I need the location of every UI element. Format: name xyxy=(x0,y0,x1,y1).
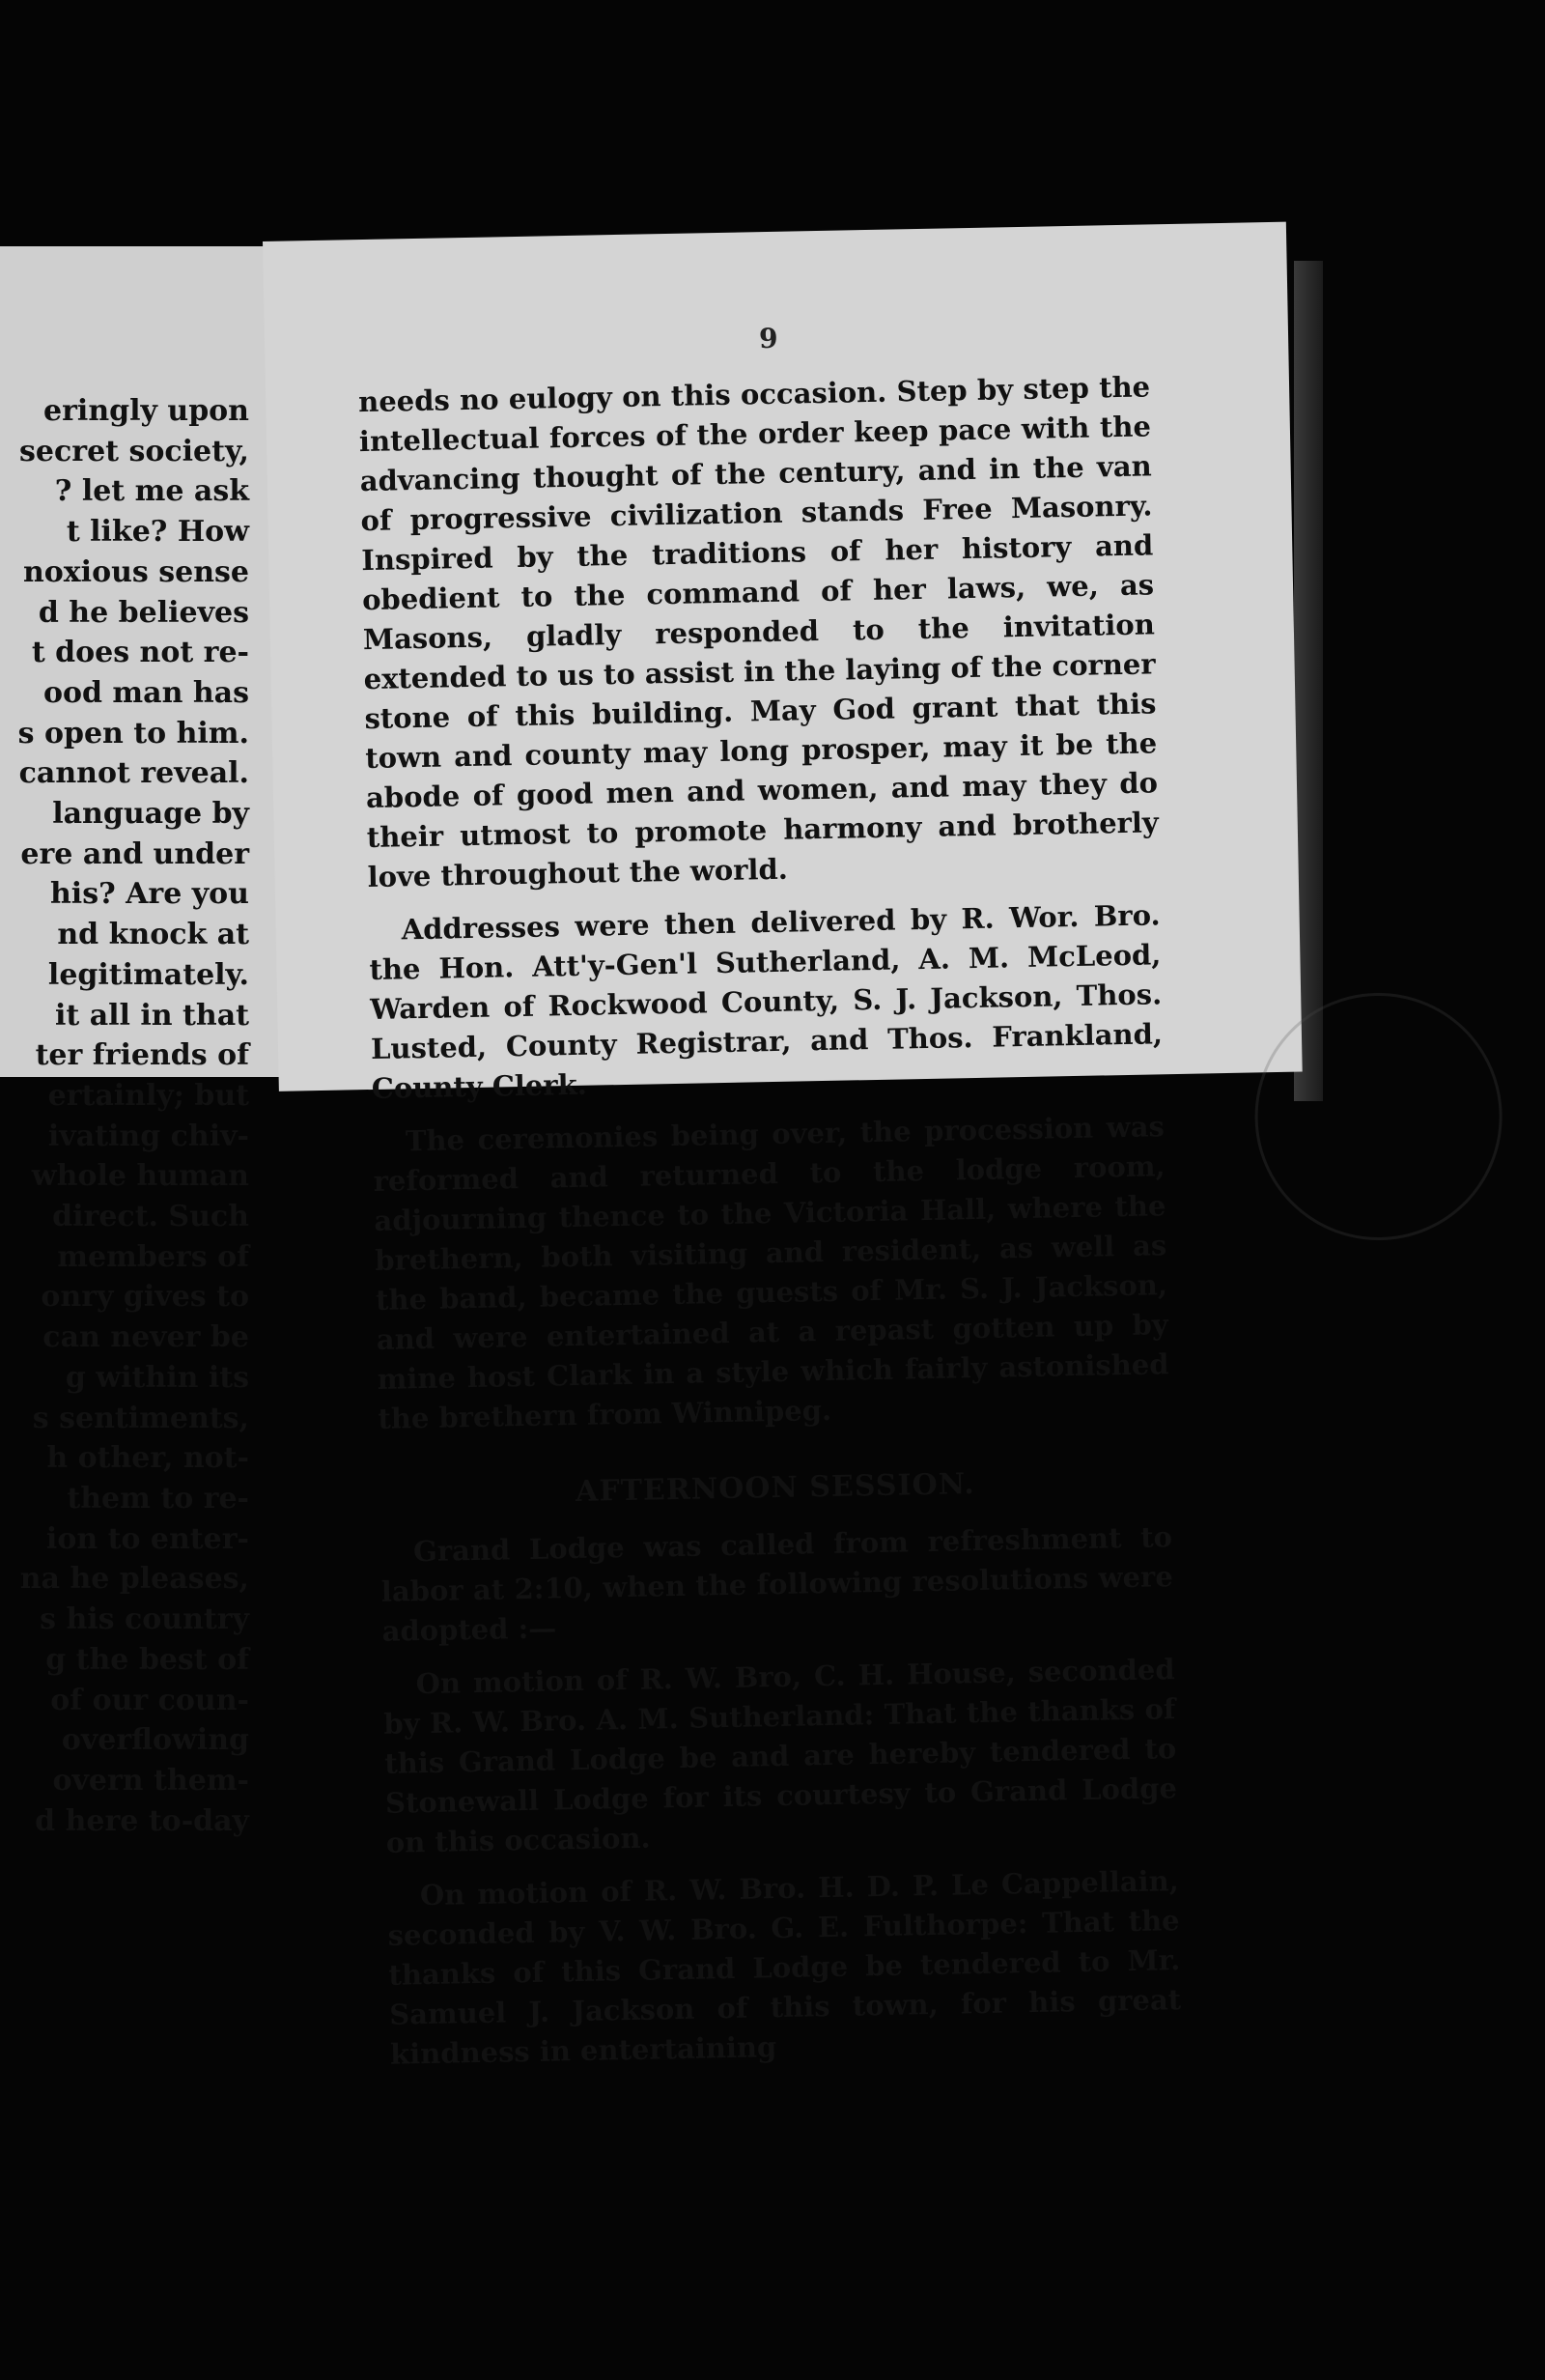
left-line: eringly upon xyxy=(43,394,249,428)
left-line: his? Are you xyxy=(50,877,249,912)
page-body xyxy=(358,367,1183,2087)
left-line: g within its xyxy=(65,1360,249,1395)
left-line: g the best of xyxy=(45,1642,249,1677)
left-line: legitimately. xyxy=(47,957,249,992)
paragraph: Grand Lodge was called from refreshment to labor at 2:10, when the following resolutions were adopted :— xyxy=(380,1520,1174,1648)
left-page-text xyxy=(18,391,249,1841)
left-line: d he believes xyxy=(38,595,249,630)
paragraph: needs no eulogy on this occasion. Step by step the intellectual forces of the order keep pace with the advancing thought of the century, and in the van of progressive civilization stands Free Masonry. Inspired by the traditions of her history and obedient to the command of her laws, we, as Masons, gladly responded to the invitation extended to us to assist in the laying of the corner stone of this building. May God grant that this town and county may long prosper, may it be the abode of good men and women, and may they do their utmost to promote harmony and brotherly love throughout the world. xyxy=(357,370,1160,894)
left-line: t like? How xyxy=(66,515,249,550)
left-line: ion to enter- xyxy=(45,1521,249,1556)
left-line: h other, not- xyxy=(46,1441,249,1476)
left-line: them to re- xyxy=(67,1481,249,1516)
left-line: ood man has xyxy=(42,675,249,710)
left-line: cannot reveal. xyxy=(18,756,249,791)
left-line: s his country xyxy=(40,1602,249,1637)
paragraph: On motion of R. W. Bro. H. D. P. Le Cappellain, seconded by V. W. Bro. G. E. Fulthorpe: That the thanks of this Grand Lodge be tendered to Mr. Samuel J. Jackson of this town, for his great kindness in entertaining xyxy=(387,1864,1182,2071)
left-line: of our coun- xyxy=(50,1683,249,1717)
left-line: noxious sense xyxy=(22,554,249,589)
left-line: ere and under xyxy=(20,836,249,871)
faded-stamp-mark xyxy=(1252,991,1504,1243)
left-line: t does not re- xyxy=(31,636,249,670)
left-line: members of xyxy=(57,1239,249,1274)
left-line: s open to him. xyxy=(17,716,249,751)
left-line: onry gives to xyxy=(41,1280,249,1315)
paragraph: The ceremonies being over, the procession was reformed and returned to the lodge room, adjourning thence to the Victoria Hall, where the brethern, both visiting and resident, as well as the band, became the guests of Mr. S. J. Jackson, and were entertained at a repast gotten up by mine host Clark in a style which fairly astonished the brethern from Winnipeg. xyxy=(373,1110,1169,1435)
left-line: ivating chiv- xyxy=(47,1119,249,1153)
left-line: nd knock at xyxy=(57,918,249,952)
left-line: language by xyxy=(52,797,249,832)
left-page xyxy=(0,246,284,1838)
left-line: secret society, xyxy=(19,434,249,468)
left-line: it all in that xyxy=(55,998,249,1033)
left-line: ? let me ask xyxy=(54,474,249,509)
right-page xyxy=(263,222,1303,2071)
left-line: na he pleases, xyxy=(19,1562,249,1597)
left-line: overn them- xyxy=(52,1763,249,1798)
left-line: d here to-day xyxy=(35,1803,249,1838)
left-line: direct. Such xyxy=(52,1200,249,1234)
left-line: overflowing xyxy=(61,1723,249,1758)
section-heading: AFTERNOON SESSION. xyxy=(575,1467,975,1510)
left-line: ertainly; but xyxy=(47,1078,249,1113)
paragraph: Addresses were then delivered by R. Wor. Bro. the Hon. Att'y-Gen'l Sutherland, A. M. McLeod, Warden of Rockwood County, S. J. Jackson, Thos. Lusted, County Registrar, and Thos. Frankland, County Clerk. xyxy=(369,898,1164,1105)
left-line: s sentiments, xyxy=(32,1401,249,1435)
paragraph: On motion of R. W. Bro, C. H. House, seconded by R. W. Bro. A. M. Sutherland: That the thanks of this Grand Lodge be and are hereby tendered to Stonewall Lodge for its courtesy to Grand Lodge on this occasion. xyxy=(383,1653,1178,1859)
page-number: 9 xyxy=(758,322,778,355)
left-line: can never be xyxy=(42,1320,249,1355)
left-line: whole human xyxy=(31,1159,249,1194)
left-line: ter friends of xyxy=(35,1038,249,1073)
